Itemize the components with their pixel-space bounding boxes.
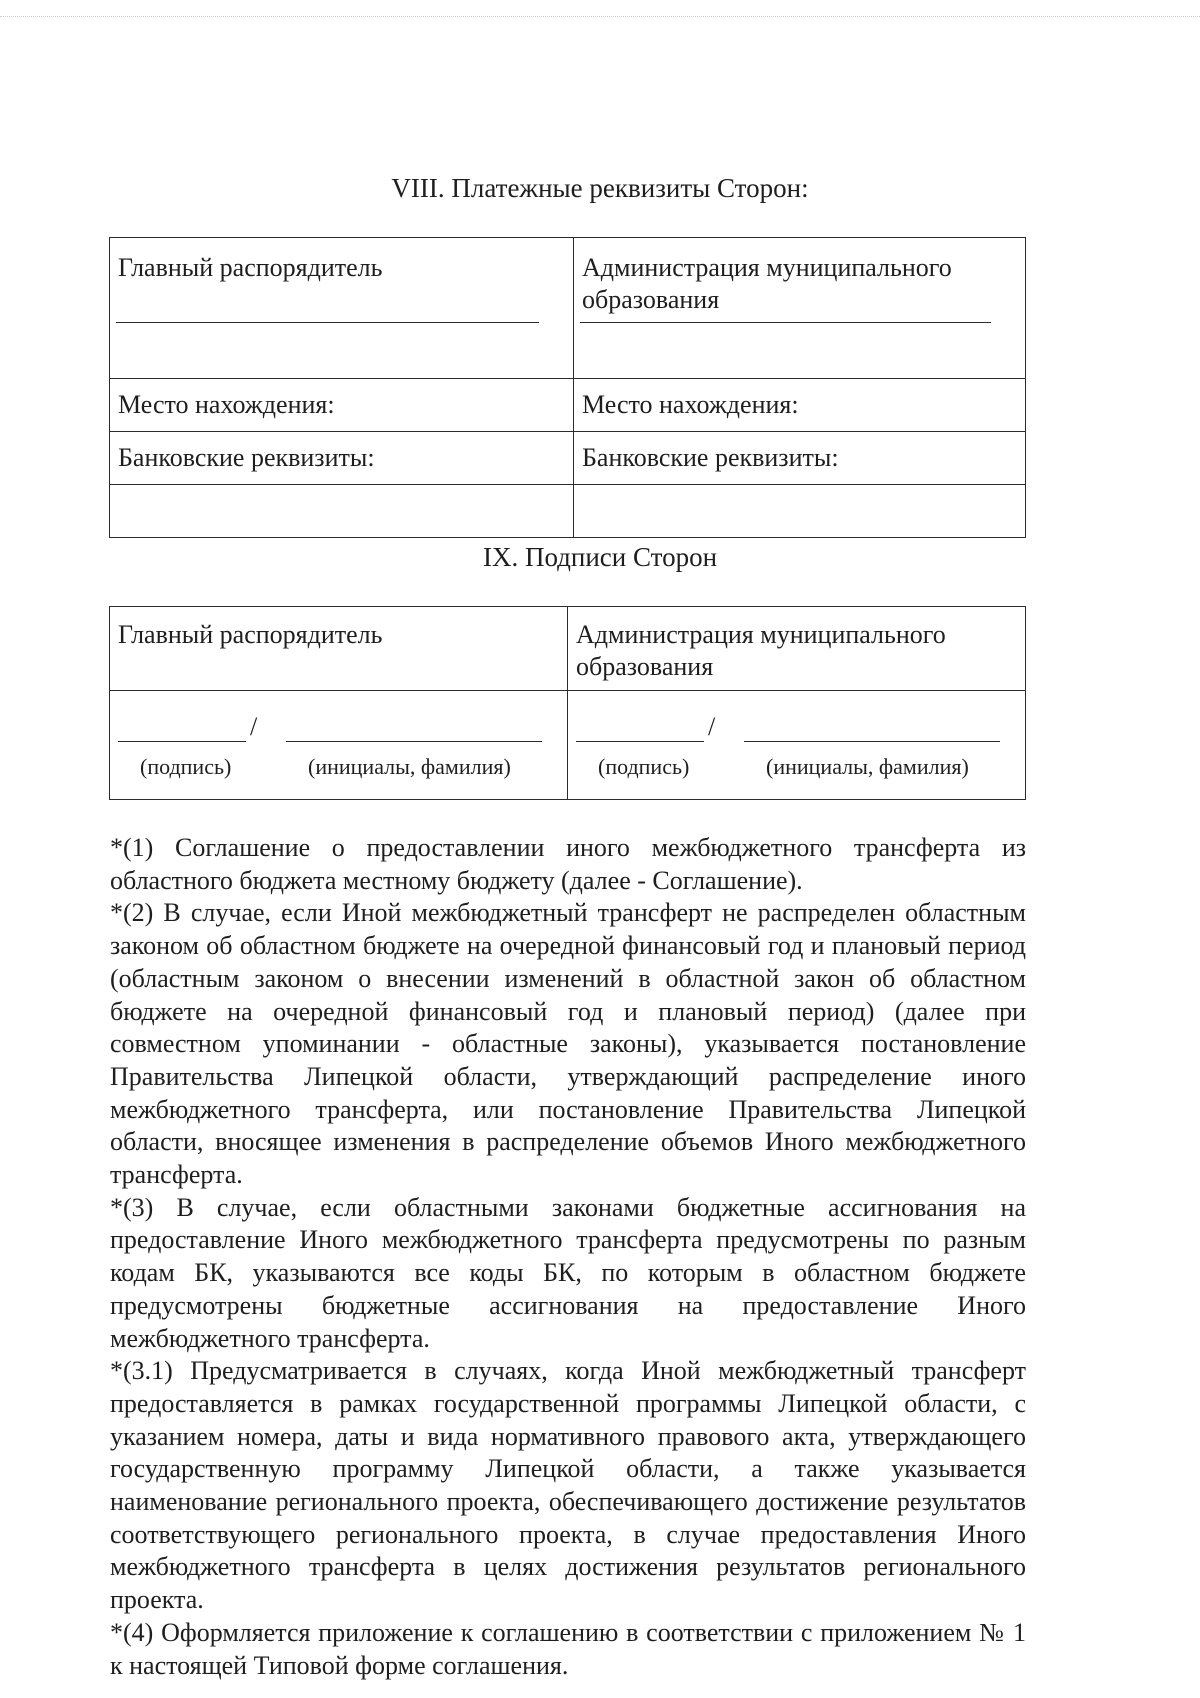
signature-slash: /	[708, 712, 716, 741]
payment-right-empty-cell	[574, 485, 1026, 538]
sign-right-block	[568, 691, 1026, 800]
payment-right-bank: Банковские реквизиты:	[574, 432, 1026, 485]
scan-edge-artifact	[0, 16, 1200, 17]
payment-right-fill-line	[580, 322, 991, 323]
payment-right-header-cell	[574, 238, 1026, 379]
payment-left-bank: Банковские реквизиты:	[110, 432, 574, 485]
sign-left-block	[110, 691, 568, 800]
payment-left-fill-line	[116, 322, 539, 323]
signatures-table	[109, 606, 1026, 800]
name-caption: (инициалы, фамилия)	[308, 754, 511, 779]
payment-details-table	[109, 237, 1026, 538]
name-line	[744, 741, 1000, 742]
section-viii-title: VIII. Платежные реквизиты Сторон:	[391, 173, 809, 203]
footnote-4: *(4) Оформляется приложение к соглашению в соответствии с приложением № 1 к настоящей Типовой форме соглашения.	[110, 1617, 1026, 1680]
footnote-1: *(1) Соглашение о предоставлении иного межбюджетного трансферта из областного бюджета местному бюджету (далее - Соглашение).	[110, 833, 1026, 895]
sign-right-header: Администрация муниципального образования	[568, 607, 1026, 691]
payment-left-header-cell	[110, 238, 574, 379]
payment-left-header: Главный распорядитель	[118, 253, 383, 282]
name-caption: (инициалы, фамилия)	[766, 754, 969, 779]
footnote-2: *(2) В случае, если Иной межбюджетный трансферт не распределен областным законом об областном бюджете на очередной финансовый год и плановый период (областным законом о внесении изменений в областной закон об областном бюджете на очередной финансовый год и плановый период) (далее при совместном упоминании - областные законы), указывается постановление Правительства Липецкой области, утверждающий распределение иного межбюджетного трансферта, или постановление Правительства Липецкой области, вносящее изменения в распределение объемов Иного межбюджетного трансферта.	[110, 898, 1026, 1190]
payment-right-header: Администрация муниципального образования	[582, 253, 952, 314]
payment-right-location: Место нахождения:	[574, 379, 1026, 432]
name-line	[286, 741, 542, 742]
signature-line	[576, 741, 704, 742]
footnote-3: *(3) В случае, если областными законами бюджетные ассигнования на предоставление Иного межбюджетного трансферта предусмотрены по разным кодам БК, указываются все коды БК, по которым в областном бюджете предусмотрены бюджетные ассигнования на предоставление Иного межбюджетного трансферта.	[110, 1192, 1026, 1353]
payment-left-location: Место нахождения:	[110, 379, 574, 432]
footnotes	[110, 832, 1026, 1682]
signature-caption: (подпись)	[598, 754, 690, 779]
signature-caption: (подпись)	[140, 754, 232, 779]
payment-left-empty-cell	[110, 485, 574, 538]
footnote-3-1: *(3.1) Предусматривается в случаях, когда Иной межбюджетный трансферт предоставляется в рамках государственной программы Липецкой области, с указанием номера, даты и вида нормативного правового акта, утверждающего государственную программу Липецкой области, а также указывается наименование регионального проекта, обеспечивающего достижение результатов соответствующего регионального проекта, в случае предоставления Иного межбюджетного трансферта в целях достижения результатов регионального проекта.	[110, 1356, 1026, 1615]
signature-slash: /	[250, 712, 258, 741]
sign-left-header: Главный распорядитель	[110, 607, 568, 691]
signature-line	[118, 741, 246, 742]
section-ix-title: IX. Подписи Сторон	[482, 542, 718, 572]
